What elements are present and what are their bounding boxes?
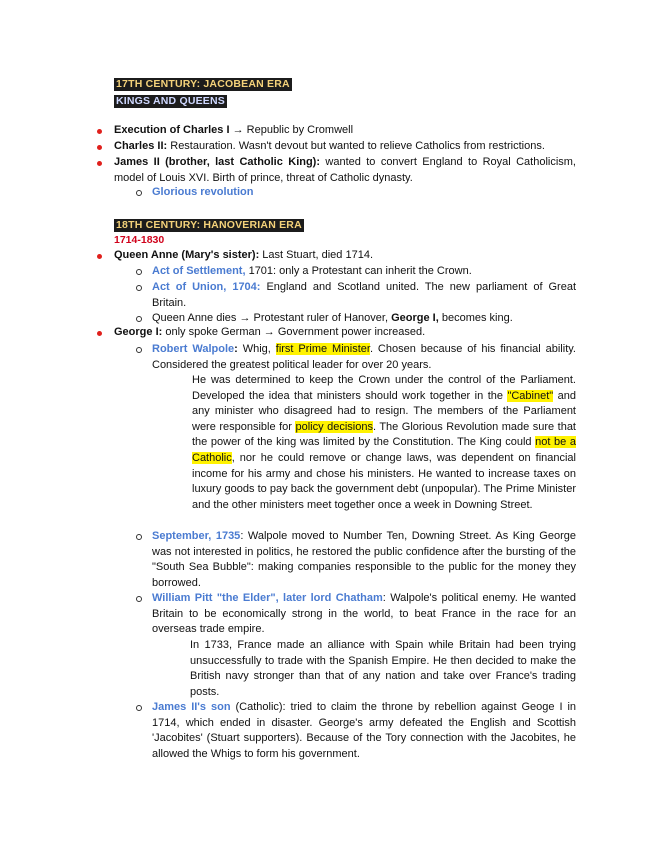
bullet-icon <box>97 254 102 259</box>
sub-item-glorious-revolution: Glorious revolution <box>152 186 254 198</box>
bullet-icon <box>97 145 102 150</box>
years-label: 1714-1830 <box>114 234 165 246</box>
sub-item-william-pitt: William Pitt "the Elder", later lord Chatham: Walpole's political enemy. He wanted Britain to be economically strong in the world, to beat France in the race for an overseas trade empire. <box>152 592 576 636</box>
heading-18th-century: 18TH CENTURY: HANOVERIAN ERA <box>116 219 302 231</box>
sub-item-act-of-settlement: Act of Settlement, 1701: only a Protestant can inherit the Crown. <box>152 265 472 277</box>
bullet-icon <box>97 331 102 336</box>
circle-bullet-icon <box>136 269 142 275</box>
bullet-icon <box>97 129 102 134</box>
list-item-queen-anne: Queen Anne (Mary's sister): Last Stuart, died 1714. <box>114 249 373 261</box>
list-item-charles-i: Execution of Charles I → Republic by Cromwell <box>114 124 354 136</box>
walpole-paragraph: He was determined to keep the Crown under the control of the Parliament. Developed the idea that ministers should work together in the "Cabinet" and any minister who disagreed had to resign. The members of the Parliament were responsible for policy decisions. The Glorious Revolution made sure that the power of the king was limited by the Constitution. The King could not be a Catholic, nor he could remove or change laws, was dependent on financial income for his army and chose his ministers. He wanted to increase taxes on luxury goods to pay back the government debt (unpopular). The Prime Minister and the other ministers meet together once a week in Downing Street. <box>192 374 576 511</box>
circle-bullet-icon <box>136 285 142 291</box>
circle-bullet-icon <box>136 190 142 196</box>
circle-bullet-icon <box>136 705 142 711</box>
bullet-icon <box>97 161 102 166</box>
list-item-james-ii: James II (brother, last Catholic King): wanted to convert England to Royal Catholicism, model of Louis XVI. Birth of prince, threat of Catholic dynasty. <box>114 156 576 184</box>
circle-bullet-icon <box>136 316 142 322</box>
circle-bullet-icon <box>136 534 142 540</box>
list-item-george-i: George I: only spoke German → Government power increased. <box>114 326 426 338</box>
list-item-charles-ii: Charles II: Restauration. Wasn't devout but wanted to relieve Catholics from restrictions. <box>114 140 545 152</box>
heading-kings-queens: KINGS AND QUEENS <box>116 95 225 107</box>
sub-item-james-ii-son: James II's son (Catholic): tried to claim the throne by rebellion against Geoge I in 1714, which ended in disaster. George's army defeated the English and Scottish 'Jacobites' (Stuart supporters). Because of the Tory connection with the Jacobites, he allowed the Whigs to form his government. <box>152 701 577 760</box>
circle-bullet-icon <box>136 596 142 602</box>
section-heading-18th <box>114 218 304 234</box>
sub-item-september-1735: September, 1735: Walpole moved to Number Ten, Downing Street. As King George was not interested in politics, he restored the public confidence after the bursting of the "South Sea Bubble": making companies responsible to the public for the money they borrowed. <box>152 530 576 589</box>
section-subheading <box>114 94 227 110</box>
sub-item-anne-dies: Queen Anne dies → Protestant ruler of Hanover, George I, becomes king. <box>152 312 513 324</box>
circle-bullet-icon <box>136 347 142 353</box>
heading-17th-century: 17TH CENTURY: JACOBEAN ERA <box>116 78 290 90</box>
sub-item-act-of-union: Act of Union, 1704: England and Scotland united. The new parliament of Great Britain. <box>152 281 577 309</box>
sub-item-robert-walpole: Robert Walpole: Whig, first Prime Minister. Chosen because of his financial ability. Considered the greatest political leader for over 20 years. <box>152 343 576 371</box>
section-heading-17th <box>114 77 292 93</box>
pitt-paragraph: In 1733, France made an alliance with Spain while Britain had been trying unsuccessfully to trade with the Spanish Empire. He then decided to make the British navy stronger than that of any nation and take over France's trading posts. <box>190 639 576 698</box>
